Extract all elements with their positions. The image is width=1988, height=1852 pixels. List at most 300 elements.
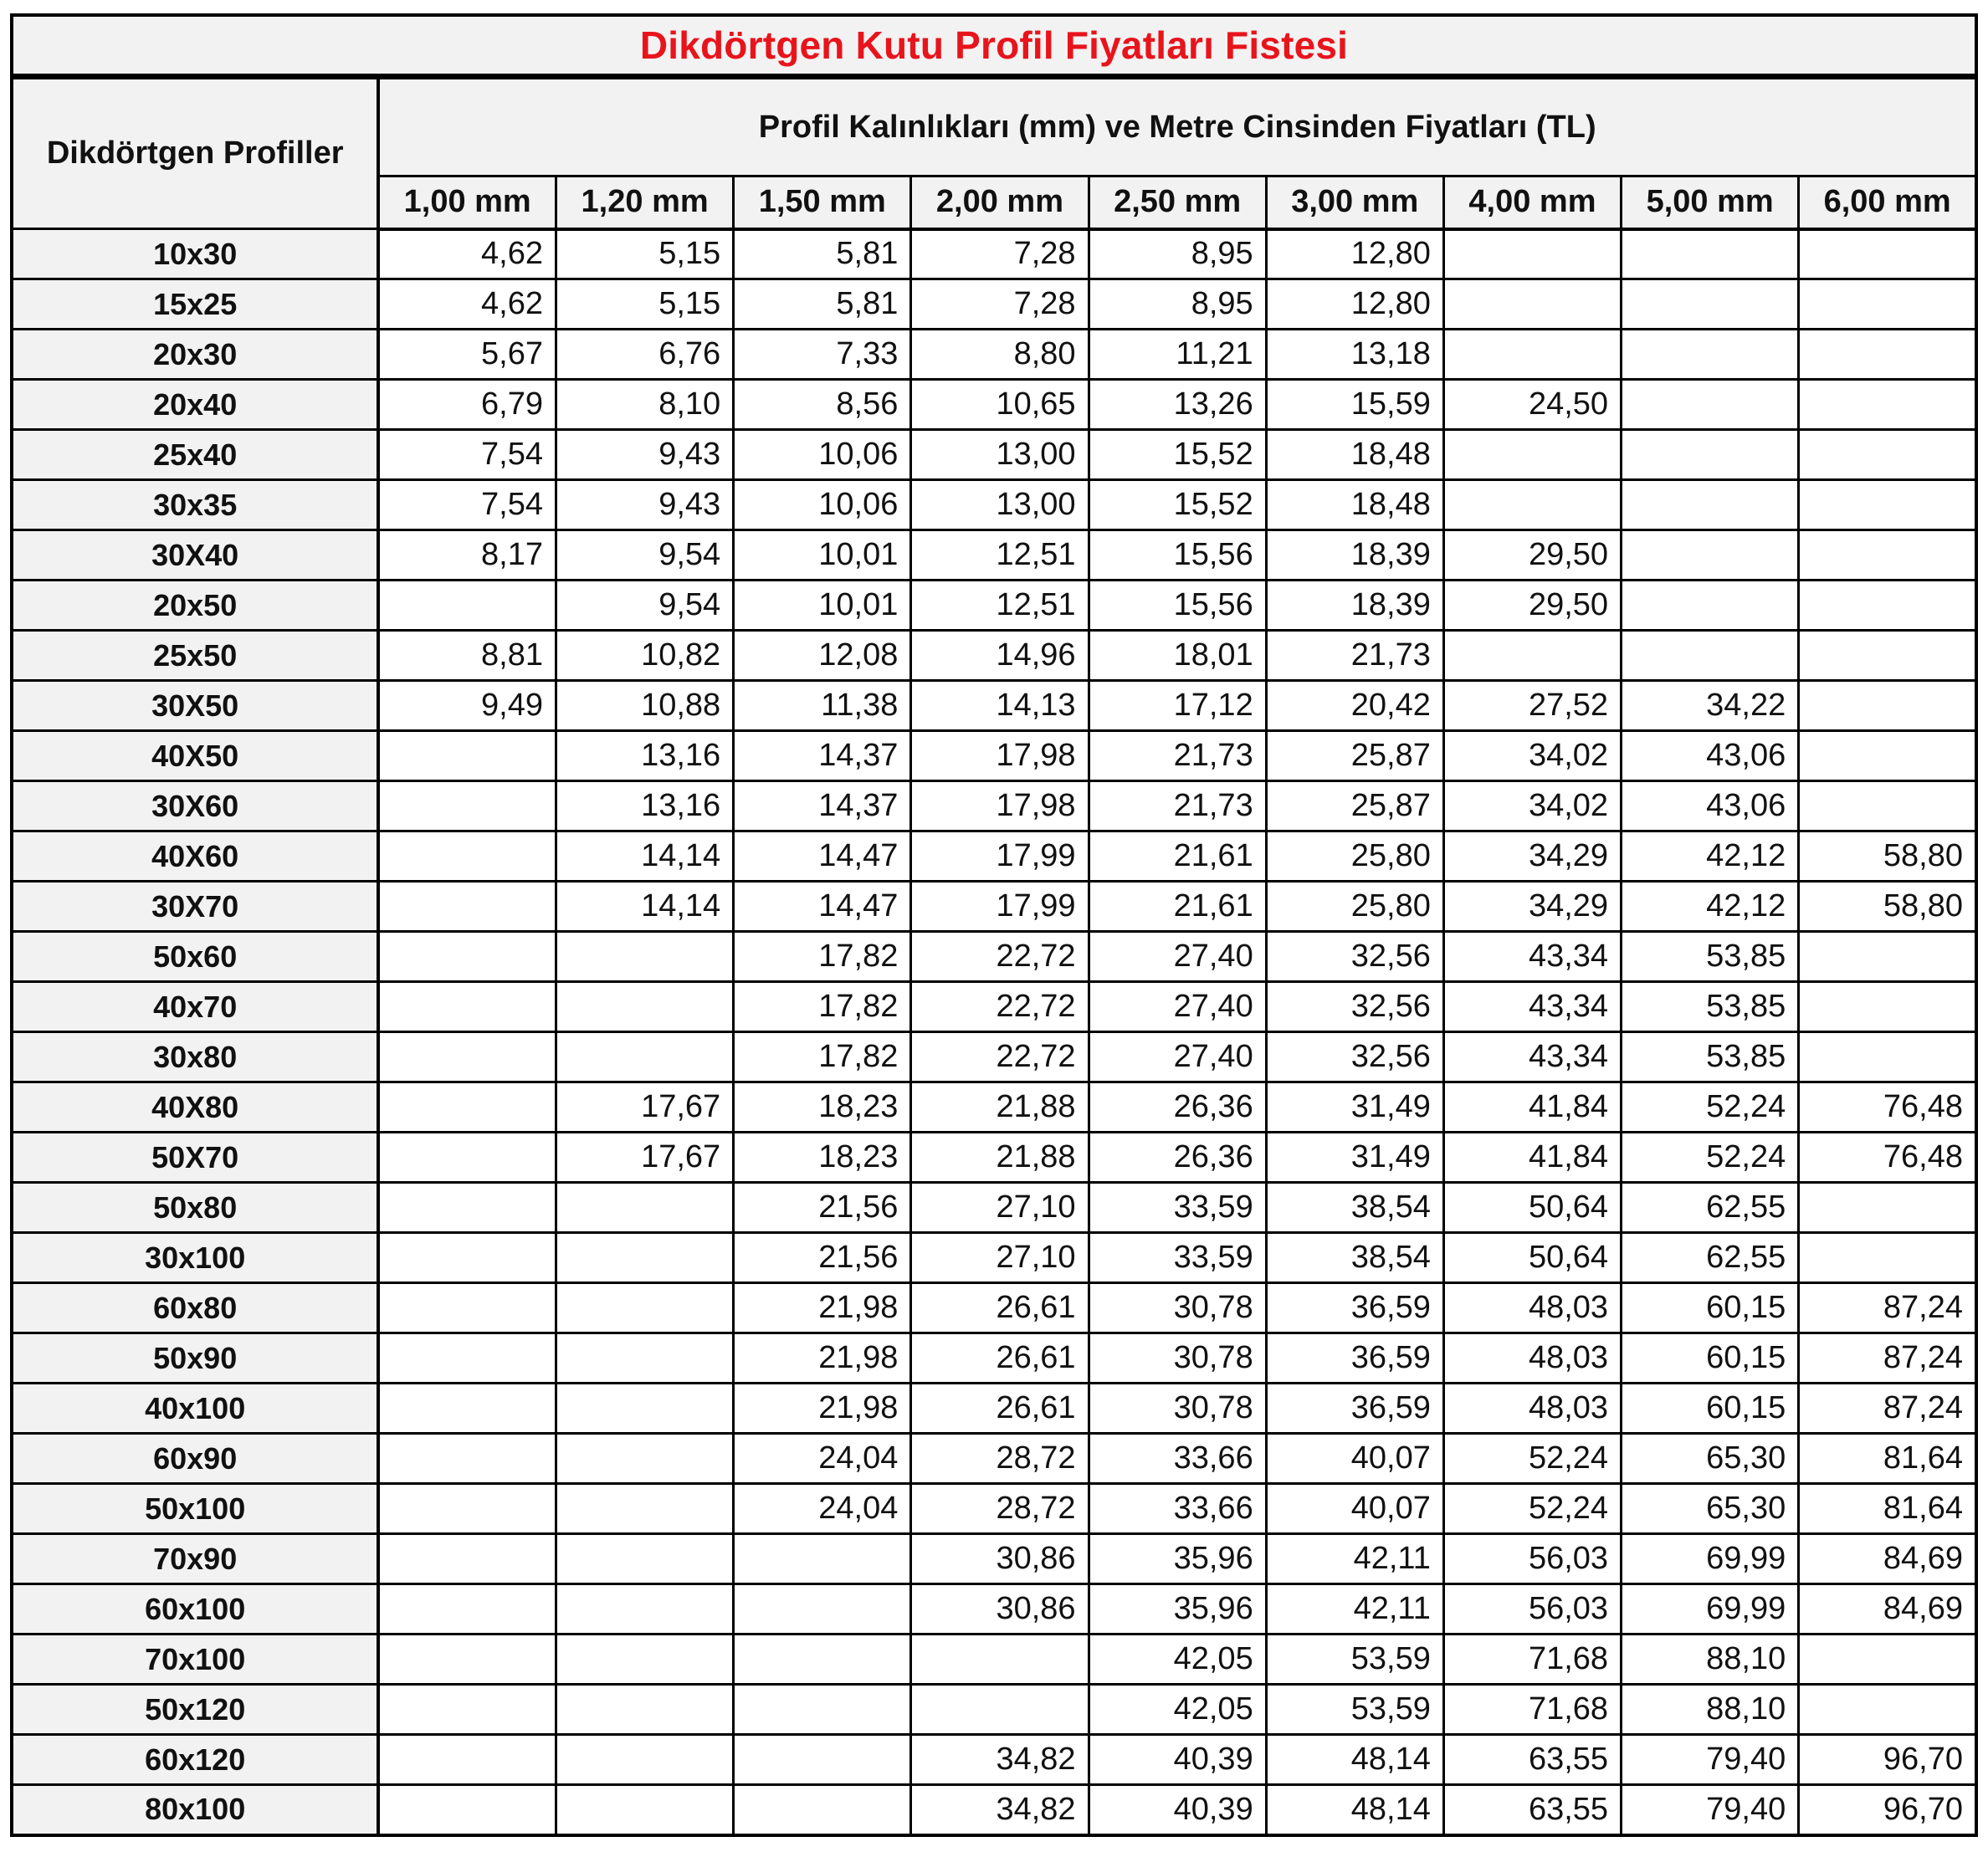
profile-size-cell: 50x120 — [12, 1685, 378, 1735]
price-cell: 18,39 — [1266, 530, 1443, 581]
table-row — [12, 1032, 1976, 1082]
price-cell: 43,06 — [1622, 781, 1799, 831]
price-cell: 22,72 — [911, 982, 1089, 1032]
price-cell: 58,80 — [1799, 831, 1976, 882]
price-cell: 60,15 — [1622, 1283, 1799, 1333]
table-row — [12, 932, 1976, 982]
price-cell — [378, 1333, 556, 1384]
price-cell: 40,39 — [1089, 1785, 1266, 1835]
profile-size-cell: 30x35 — [12, 480, 378, 530]
price-cell: 21,61 — [1089, 831, 1266, 882]
price-cell: 71,68 — [1443, 1635, 1621, 1685]
price-cell: 32,56 — [1266, 932, 1443, 982]
price-cell — [556, 1785, 734, 1835]
price-cell: 30,86 — [911, 1584, 1089, 1635]
price-cell — [1799, 1183, 1976, 1233]
price-cell: 56,03 — [1443, 1534, 1621, 1584]
price-cell: 24,50 — [1443, 380, 1621, 430]
price-cell — [1622, 480, 1799, 530]
price-cell — [378, 1434, 556, 1484]
thickness-header: 5,00 mm — [1622, 177, 1799, 229]
table-row — [12, 731, 1976, 781]
price-cell: 14,37 — [734, 781, 911, 831]
profile-size-cell: 15x25 — [12, 279, 378, 330]
price-cell: 53,59 — [1266, 1685, 1443, 1735]
price-cell: 8,56 — [734, 380, 911, 430]
price-cell — [378, 1584, 556, 1635]
price-cell: 7,28 — [911, 229, 1089, 279]
profile-size-cell: 70x100 — [12, 1635, 378, 1685]
thickness-header: 1,50 mm — [734, 177, 911, 229]
price-cell: 65,30 — [1622, 1484, 1799, 1534]
price-cell: 17,82 — [734, 982, 911, 1032]
price-cell: 42,11 — [1266, 1534, 1443, 1584]
price-cell: 79,40 — [1622, 1785, 1799, 1835]
profile-size-cell: 40x100 — [12, 1384, 378, 1434]
price-cell: 50,64 — [1443, 1233, 1621, 1283]
price-cell: 17,82 — [734, 1032, 911, 1082]
price-cell: 27,40 — [1089, 1032, 1266, 1082]
price-cell — [1622, 380, 1799, 430]
price-cell — [734, 1584, 911, 1635]
table-row — [12, 1635, 1976, 1685]
price-cell: 8,95 — [1089, 229, 1266, 279]
price-cell: 88,10 — [1622, 1685, 1799, 1735]
price-cell: 21,73 — [1089, 731, 1266, 781]
price-cell: 5,67 — [378, 330, 556, 380]
price-cell: 36,59 — [1266, 1333, 1443, 1384]
price-cell — [378, 1082, 556, 1133]
price-cell — [378, 1685, 556, 1735]
price-cell: 20,42 — [1266, 681, 1443, 731]
header-row-group — [12, 79, 1976, 177]
profile-size-cell: 40X80 — [12, 1082, 378, 1133]
price-cell — [734, 1735, 911, 1785]
price-cell — [1799, 229, 1976, 279]
price-cell: 22,72 — [911, 1032, 1089, 1082]
price-cell: 18,39 — [1266, 581, 1443, 631]
price-cell — [1799, 430, 1976, 480]
price-cell: 48,03 — [1443, 1384, 1621, 1434]
table-row — [12, 1082, 1976, 1133]
price-cell: 27,40 — [1089, 982, 1266, 1032]
price-cell: 34,82 — [911, 1735, 1089, 1785]
price-cell: 8,10 — [556, 380, 734, 430]
price-cell: 42,12 — [1622, 831, 1799, 882]
price-cell: 27,10 — [911, 1233, 1089, 1283]
price-cell: 9,43 — [556, 430, 734, 480]
table-row — [12, 330, 1976, 380]
price-cell — [378, 581, 556, 631]
price-cell — [1799, 1032, 1976, 1082]
price-cell: 15,56 — [1089, 530, 1266, 581]
price-cell: 69,99 — [1622, 1534, 1799, 1584]
price-cell: 24,04 — [734, 1434, 911, 1484]
thickness-header: 4,00 mm — [1443, 177, 1621, 229]
price-cell: 53,85 — [1622, 982, 1799, 1032]
price-cell: 17,82 — [734, 932, 911, 982]
price-cell: 28,72 — [911, 1434, 1089, 1484]
table-row — [12, 781, 1976, 831]
price-cell — [1622, 229, 1799, 279]
price-cell — [1443, 631, 1621, 681]
price-cell: 41,84 — [1443, 1082, 1621, 1133]
price-cell: 26,61 — [911, 1333, 1089, 1384]
price-cell: 14,47 — [734, 882, 911, 932]
sheet-title: Dikdörtgen Kutu Profil Fiyatları Fistesi — [10, 13, 1978, 77]
row-header-profiles: Dikdörtgen Profiller — [12, 79, 378, 229]
price-cell: 22,72 — [911, 932, 1089, 982]
price-cell: 18,01 — [1089, 631, 1266, 681]
price-cell: 17,98 — [911, 781, 1089, 831]
price-cell: 36,59 — [1266, 1283, 1443, 1333]
profile-size-cell: 40X60 — [12, 831, 378, 882]
price-cell: 17,98 — [911, 731, 1089, 781]
price-cell — [1799, 480, 1976, 530]
price-cell: 33,66 — [1089, 1484, 1266, 1534]
price-cell — [378, 1785, 556, 1835]
price-cell: 21,73 — [1089, 781, 1266, 831]
price-cell: 26,61 — [911, 1283, 1089, 1333]
price-cell — [1443, 330, 1621, 380]
price-cell — [556, 1434, 734, 1484]
profile-size-cell: 60x90 — [12, 1434, 378, 1484]
price-cell: 5,81 — [734, 279, 911, 330]
price-cell — [556, 1635, 734, 1685]
price-cell — [734, 1534, 911, 1584]
price-cell: 12,08 — [734, 631, 911, 681]
price-cell: 71,68 — [1443, 1685, 1621, 1735]
price-cell — [378, 1534, 556, 1584]
price-cell: 87,24 — [1799, 1283, 1976, 1333]
price-cell: 30,78 — [1089, 1283, 1266, 1333]
price-cell — [1799, 279, 1976, 330]
price-cell — [378, 781, 556, 831]
price-cell: 21,56 — [734, 1183, 911, 1233]
price-cell: 11,38 — [734, 681, 911, 731]
price-cell: 9,49 — [378, 681, 556, 731]
price-cell: 17,99 — [911, 831, 1089, 882]
price-cell — [378, 1635, 556, 1685]
price-cell — [556, 1032, 734, 1082]
profile-size-cell: 50x60 — [12, 932, 378, 982]
table-row — [12, 1133, 1976, 1183]
price-cell — [1443, 279, 1621, 330]
profile-size-cell: 40x70 — [12, 982, 378, 1032]
price-cell: 17,99 — [911, 882, 1089, 932]
price-cell: 29,50 — [1443, 581, 1621, 631]
price-cell: 27,52 — [1443, 681, 1621, 731]
thickness-header: 1,20 mm — [556, 177, 734, 229]
price-cell — [556, 1384, 734, 1434]
price-cell: 34,29 — [1443, 831, 1621, 882]
table-row — [12, 1534, 1976, 1584]
price-cell: 33,59 — [1089, 1183, 1266, 1233]
profile-size-cell: 60x120 — [12, 1735, 378, 1785]
price-cell: 52,24 — [1622, 1133, 1799, 1183]
price-cell: 81,64 — [1799, 1434, 1976, 1484]
price-cell — [556, 1484, 734, 1534]
profile-size-cell: 50x80 — [12, 1183, 378, 1233]
price-cell — [1622, 330, 1799, 380]
price-cell — [556, 1283, 734, 1333]
price-cell: 63,55 — [1443, 1785, 1621, 1835]
price-cell: 58,80 — [1799, 882, 1976, 932]
price-cell: 8,80 — [911, 330, 1089, 380]
price-cell: 8,17 — [378, 530, 556, 581]
price-cell — [911, 1635, 1089, 1685]
price-cell — [1799, 530, 1976, 581]
price-cell: 21,98 — [734, 1283, 911, 1333]
profile-size-cell: 30X60 — [12, 781, 378, 831]
price-cell — [1443, 480, 1621, 530]
price-cell: 34,22 — [1622, 681, 1799, 731]
profile-size-cell: 30x100 — [12, 1233, 378, 1283]
price-cell: 13,00 — [911, 480, 1089, 530]
price-cell: 10,06 — [734, 430, 911, 480]
profile-size-cell: 20x50 — [12, 581, 378, 631]
price-cell: 5,15 — [556, 229, 734, 279]
price-cell: 10,65 — [911, 380, 1089, 430]
price-cell: 40,07 — [1266, 1434, 1443, 1484]
table-row — [12, 229, 1976, 279]
price-cell: 50,64 — [1443, 1183, 1621, 1233]
price-cell: 84,69 — [1799, 1584, 1976, 1635]
price-cell: 76,48 — [1799, 1133, 1976, 1183]
price-cell: 15,52 — [1089, 480, 1266, 530]
price-cell — [556, 1233, 734, 1283]
price-cell — [1799, 581, 1976, 631]
price-cell: 14,96 — [911, 631, 1089, 681]
price-cell: 52,24 — [1622, 1082, 1799, 1133]
price-cell: 41,84 — [1443, 1133, 1621, 1183]
price-cell: 35,96 — [1089, 1534, 1266, 1584]
price-cell: 13,18 — [1266, 330, 1443, 380]
price-cell — [1622, 279, 1799, 330]
price-cell: 31,49 — [1266, 1133, 1443, 1183]
price-cell — [556, 1735, 734, 1785]
profile-size-cell: 60x100 — [12, 1584, 378, 1635]
price-cell: 79,40 — [1622, 1735, 1799, 1785]
price-cell — [378, 1283, 556, 1333]
price-cell: 38,54 — [1266, 1183, 1443, 1233]
price-cell: 15,56 — [1089, 581, 1266, 631]
price-cell: 52,24 — [1443, 1484, 1621, 1534]
price-cell — [1799, 1635, 1976, 1685]
price-cell: 21,61 — [1089, 882, 1266, 932]
price-cell: 18,23 — [734, 1133, 911, 1183]
price-cell — [1799, 982, 1976, 1032]
price-cell — [378, 932, 556, 982]
price-cell: 60,15 — [1622, 1333, 1799, 1384]
table-row — [12, 1183, 1976, 1233]
price-cell — [1799, 681, 1976, 731]
price-table — [10, 77, 1978, 1837]
price-cell: 48,03 — [1443, 1333, 1621, 1384]
price-cell: 12,80 — [1266, 279, 1443, 330]
price-cell — [1799, 932, 1976, 982]
profile-size-cell: 40X50 — [12, 731, 378, 781]
price-cell: 34,02 — [1443, 731, 1621, 781]
price-cell — [1799, 380, 1976, 430]
price-cell: 13,00 — [911, 430, 1089, 480]
profile-size-cell: 50X70 — [12, 1133, 378, 1183]
price-cell: 18,23 — [734, 1082, 911, 1133]
price-cell: 42,05 — [1089, 1685, 1266, 1735]
price-cell: 48,14 — [1266, 1785, 1443, 1835]
price-cell: 12,80 — [1266, 229, 1443, 279]
price-cell: 30,78 — [1089, 1384, 1266, 1434]
table-row — [12, 681, 1976, 731]
price-cell: 25,80 — [1266, 882, 1443, 932]
price-cell: 29,50 — [1443, 530, 1621, 581]
price-cell: 12,51 — [911, 581, 1089, 631]
price-cell: 43,34 — [1443, 982, 1621, 1032]
price-cell: 14,13 — [911, 681, 1089, 731]
price-cell: 18,48 — [1266, 430, 1443, 480]
price-cell: 7,33 — [734, 330, 911, 380]
price-cell — [556, 1333, 734, 1384]
price-cell: 43,06 — [1622, 731, 1799, 781]
price-cell: 48,03 — [1443, 1283, 1621, 1333]
price-cell: 7,28 — [911, 279, 1089, 330]
price-cell — [378, 831, 556, 882]
price-cell — [378, 1133, 556, 1183]
price-cell: 42,12 — [1622, 882, 1799, 932]
price-cell — [378, 731, 556, 781]
price-cell: 5,15 — [556, 279, 734, 330]
price-cell: 53,85 — [1622, 932, 1799, 982]
price-cell: 13,16 — [556, 731, 734, 781]
price-table-body — [12, 229, 1976, 1835]
price-cell: 34,82 — [911, 1785, 1089, 1835]
profile-size-cell: 50x100 — [12, 1484, 378, 1534]
profile-size-cell: 10x30 — [12, 229, 378, 279]
price-cell: 7,54 — [378, 430, 556, 480]
price-cell: 33,66 — [1089, 1434, 1266, 1484]
table-row — [12, 882, 1976, 932]
price-cell: 13,16 — [556, 781, 734, 831]
price-cell: 30,78 — [1089, 1333, 1266, 1384]
price-cell: 24,04 — [734, 1484, 911, 1534]
price-cell: 88,10 — [1622, 1635, 1799, 1685]
price-cell — [734, 1785, 911, 1835]
table-row — [12, 1584, 1976, 1635]
price-cell: 26,36 — [1089, 1082, 1266, 1133]
price-cell: 31,49 — [1266, 1082, 1443, 1133]
price-cell: 15,52 — [1089, 430, 1266, 480]
price-cell — [1799, 731, 1976, 781]
price-cell — [556, 1685, 734, 1735]
table-row — [12, 1333, 1976, 1384]
price-cell — [378, 1183, 556, 1233]
price-cell: 7,54 — [378, 480, 556, 530]
price-cell: 21,98 — [734, 1333, 911, 1384]
price-cell: 14,14 — [556, 882, 734, 932]
table-row — [12, 631, 1976, 681]
price-cell: 36,59 — [1266, 1384, 1443, 1434]
price-cell: 25,87 — [1266, 731, 1443, 781]
price-cell — [1622, 430, 1799, 480]
price-cell: 56,03 — [1443, 1584, 1621, 1635]
price-cell: 43,34 — [1443, 1032, 1621, 1082]
thickness-header: 2,00 mm — [911, 177, 1089, 229]
table-row — [12, 831, 1976, 882]
price-cell: 15,59 — [1266, 380, 1443, 430]
price-cell: 27,40 — [1089, 932, 1266, 982]
price-cell: 8,95 — [1089, 279, 1266, 330]
price-cell — [378, 1032, 556, 1082]
price-cell: 17,67 — [556, 1133, 734, 1183]
price-cell: 42,11 — [1266, 1584, 1443, 1635]
table-row — [12, 1434, 1976, 1484]
price-cell: 9,54 — [556, 581, 734, 631]
table-row — [12, 1233, 1976, 1283]
price-cell: 48,14 — [1266, 1735, 1443, 1785]
price-cell: 81,64 — [1799, 1484, 1976, 1534]
price-cell — [378, 882, 556, 932]
price-cell — [911, 1685, 1089, 1735]
table-row — [12, 480, 1976, 530]
price-cell: 21,88 — [911, 1082, 1089, 1133]
price-cell: 21,73 — [1266, 631, 1443, 681]
price-cell: 14,37 — [734, 731, 911, 781]
price-cell: 6,76 — [556, 330, 734, 380]
profile-size-cell: 60x80 — [12, 1283, 378, 1333]
group-header-thickness-prices: Profil Kalınlıkları (mm) ve Metre Cinsinden Fiyatları (TL) — [378, 79, 1976, 177]
price-cell: 25,80 — [1266, 831, 1443, 882]
table-row — [12, 1785, 1976, 1835]
price-cell: 10,06 — [734, 480, 911, 530]
price-cell: 26,36 — [1089, 1133, 1266, 1183]
table-row — [12, 279, 1976, 330]
table-row — [12, 1685, 1976, 1735]
profile-size-cell: 30X40 — [12, 530, 378, 581]
price-cell: 9,54 — [556, 530, 734, 581]
price-cell: 21,56 — [734, 1233, 911, 1283]
price-cell: 5,81 — [734, 229, 911, 279]
price-cell — [1799, 1685, 1976, 1735]
table-row — [12, 1283, 1976, 1333]
price-cell: 18,48 — [1266, 480, 1443, 530]
price-cell: 25,87 — [1266, 781, 1443, 831]
price-cell: 84,69 — [1799, 1534, 1976, 1584]
price-cell — [378, 982, 556, 1032]
price-cell: 42,05 — [1089, 1635, 1266, 1685]
price-cell: 62,55 — [1622, 1183, 1799, 1233]
profile-size-cell: 30X70 — [12, 882, 378, 932]
price-cell: 62,55 — [1622, 1233, 1799, 1283]
price-cell: 35,96 — [1089, 1584, 1266, 1635]
price-cell: 87,24 — [1799, 1333, 1976, 1384]
price-cell — [1622, 631, 1799, 681]
profile-size-cell: 80x100 — [12, 1785, 378, 1835]
table-row — [12, 982, 1976, 1032]
price-cell — [556, 982, 734, 1032]
price-cell: 13,26 — [1089, 380, 1266, 430]
price-cell: 34,29 — [1443, 882, 1621, 932]
price-cell: 76,48 — [1799, 1082, 1976, 1133]
price-cell — [1443, 430, 1621, 480]
price-cell: 12,51 — [911, 530, 1089, 581]
price-cell: 10,88 — [556, 681, 734, 731]
profile-size-cell: 20x40 — [12, 380, 378, 430]
table-row — [12, 581, 1976, 631]
price-cell: 53,85 — [1622, 1032, 1799, 1082]
price-cell: 10,01 — [734, 530, 911, 581]
table-row — [12, 380, 1976, 430]
price-cell — [378, 1735, 556, 1785]
